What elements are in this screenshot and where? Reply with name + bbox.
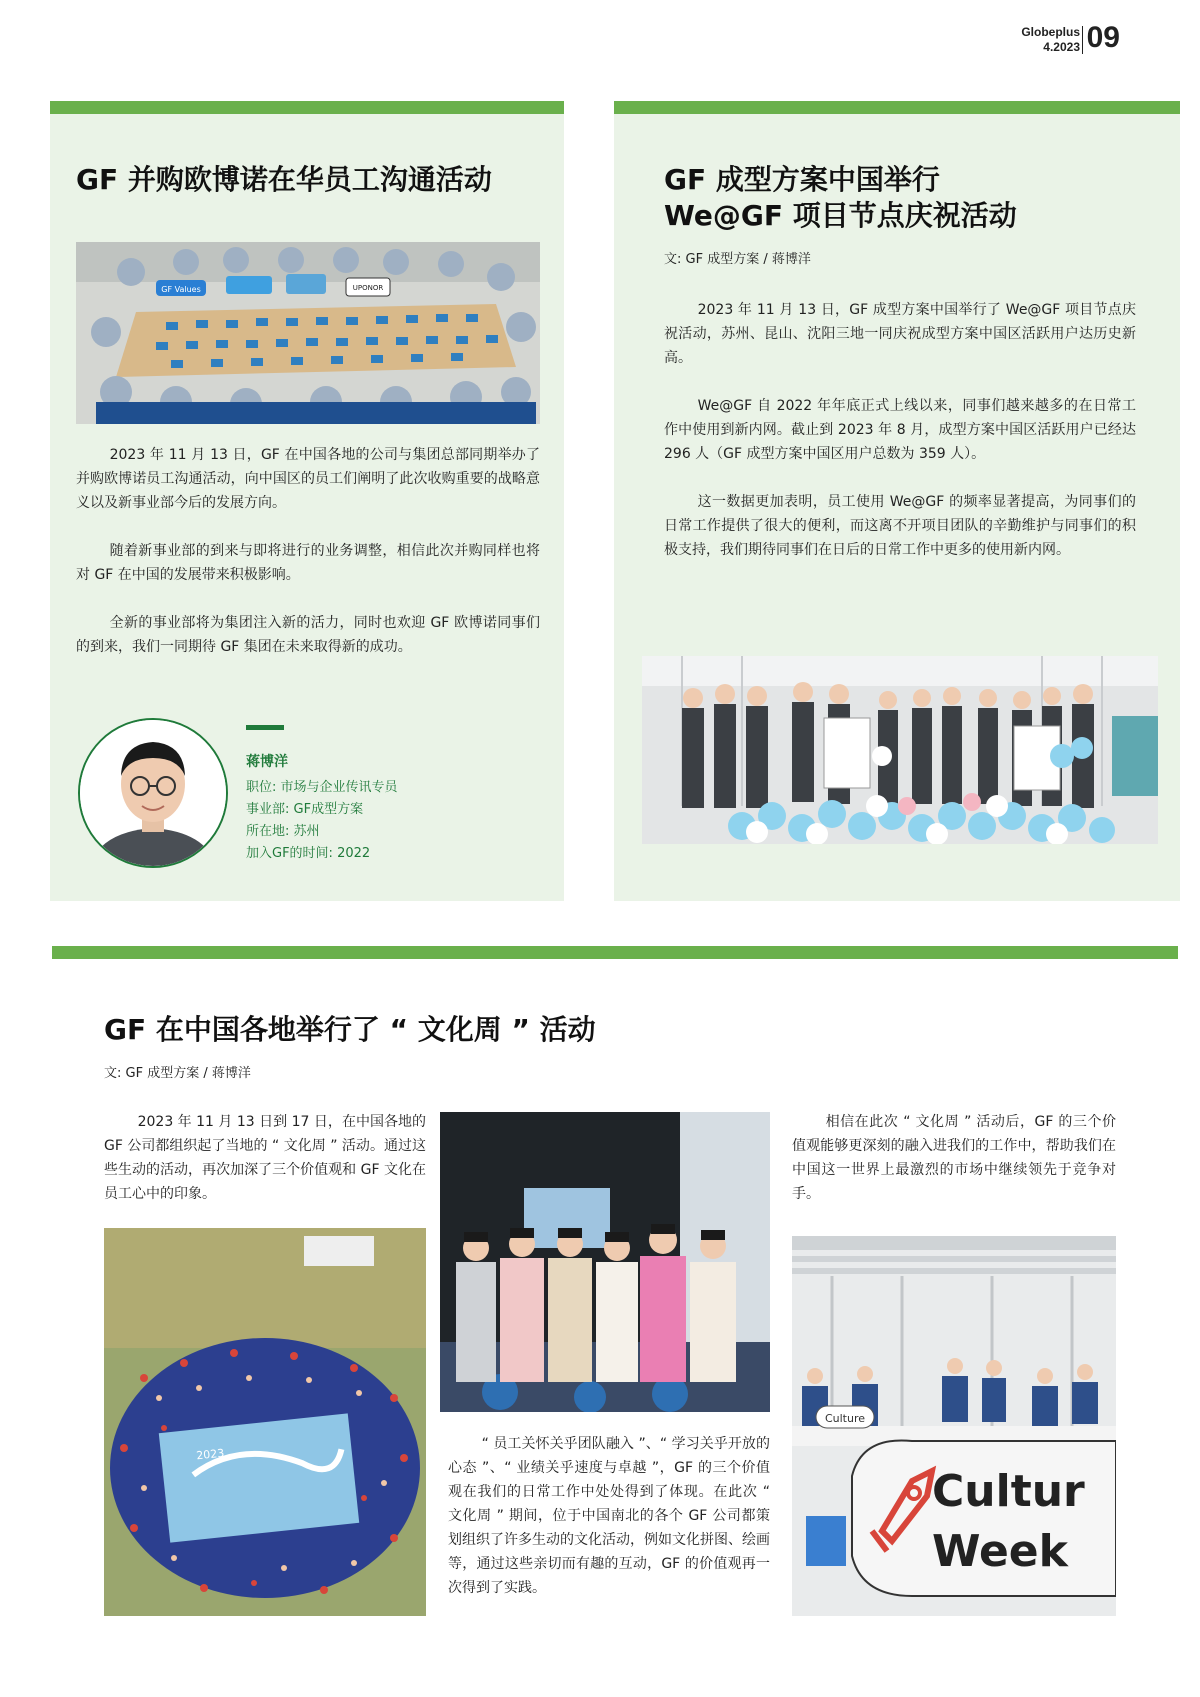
article3-culture-week-photo [792, 1236, 1116, 1616]
culture-sign-line1: Cultur [932, 1466, 1085, 1517]
page-number: 09 [1086, 21, 1120, 54]
magazine-brand [1021, 25, 1080, 55]
profile-accent-line [246, 725, 284, 730]
author-join-year: 加入GF的时间: 2022 [246, 846, 371, 861]
sign-uponor: UPONOR [352, 284, 384, 292]
article3-column-1 [104, 1110, 426, 1206]
magazine-name: Globeplus [1021, 25, 1080, 39]
article1-photo [76, 242, 540, 424]
article2-title-line1: GF 成型方案中国举行 [664, 163, 940, 196]
article3-col1-paragraph: 2023 年 11 月 13 日到 17 日，在中国各地的 GF 公司都组织起了当地的 “ 文化周 ” 活动。通过这些生动的活动，再次加深了三个价值观和 GF 文化在员工心中的印象。 [104, 1114, 426, 1202]
culture-week-photo [792, 1236, 1116, 1616]
article1-top-bar [50, 101, 564, 114]
article2-title [664, 162, 1144, 234]
article1-paragraph-2: 随着新事业部的到来与即将进行的业务调整，相信此次并购同样也将对 GF 在中国的发展带来积极影响。 [76, 543, 540, 583]
article1-paragraph-1: 2023 年 11 月 13 日，GF 在中国各地的公司与集团总部同期举办了并购欧博诺员工沟通活动，向中国区的员工们阐明了此次收购重要的战略意义以及新事业部今后的发展方向。 [76, 447, 540, 511]
sign-gf-values: GF Values [161, 285, 201, 294]
culture-sign-line2: Week [932, 1526, 1068, 1577]
article2-paragraph-3: 这一数据更加表明，员工使用 We@GF 的频率显著提高，为同事们的日常工作提供了很大的便利，而这离不开项目团队的辛勤维护与同事们的积极支持，我们期待同事们在日后的日常工作中更多的使用新内网。 [664, 494, 1136, 558]
aerial-year-text: 2023 [195, 1446, 225, 1463]
author-position: 职位: 市场与企业传讯专员 [246, 780, 398, 795]
header-divider [1082, 26, 1083, 54]
article1-paragraph-3: 全新的事业部将为集团注入新的活力，同时也欢迎 GF 欧博诺同事们的到来，我们一同期待 GF 集团在未来取得新的成功。 [76, 615, 540, 655]
article2-paragraph-1: 2023 年 11 月 13 日，GF 成型方案中国举行了 We@GF 项目节点庆祝活动，苏州、昆山、沈阳三地一同庆祝成型方案中国区活跃用户达历史新高。 [664, 302, 1136, 366]
author-division: 事业部: GF成型方案 [246, 802, 364, 817]
team-table-photo [76, 242, 540, 424]
author-location: 所在地: 苏州 [246, 824, 320, 839]
women-group-photo [440, 1112, 770, 1412]
article2-photo [642, 656, 1158, 844]
author-profile [246, 751, 398, 865]
article3-col3-paragraph: 相信在此次 “ 文化周 ” 活动后，GF 的三个价值观能够更深刻的融入进我们的工作中，帮助我们在中国这一世界上最激烈的市场中继续领先于竞争对手。 [792, 1114, 1116, 1202]
author-name: 蒋博洋 [246, 754, 288, 770]
celebration-photo [642, 656, 1158, 844]
article1-title: GF 并购欧博诺在华员工沟通活动 [76, 163, 492, 196]
article2-byline: 文: GF 成型方案 / 蒋博洋 [664, 252, 811, 267]
article2-body [664, 298, 1136, 562]
article3-top-bar [52, 946, 1178, 959]
article3-column-2 [448, 1432, 770, 1600]
article1-body [76, 443, 540, 659]
culture-small-sign-text: Culture [824, 1412, 866, 1425]
article2-top-bar [614, 101, 1180, 114]
author-avatar [78, 718, 228, 868]
article2-paragraph-2: We@GF 自 2022 年年底正式上线以来，同事们越来越多的在日常工作中使用到新内网。截止到 2023 年 8 月，成型方案中国区活跃用户已经达 296 人（GF 成型方案中国区用户总数为 359 人）。 [664, 398, 1136, 462]
article3-column-3 [792, 1110, 1116, 1206]
article3-aerial-photo [104, 1228, 426, 1616]
article3-group-photo [440, 1112, 770, 1412]
magazine-issue: 4.2023 [1043, 40, 1080, 54]
article3-title: GF 在中国各地举行了 “ 文化周 ” 活动 [104, 1013, 596, 1046]
author-portrait [80, 720, 226, 866]
article3-byline: 文: GF 成型方案 / 蒋博洋 [104, 1066, 251, 1081]
aerial-group-photo [104, 1228, 426, 1616]
article3-col2-paragraph: “ 员工关怀关乎团队融入 ”、“ 学习关乎开放的心态 ”、“ 业绩关乎速度与卓越 ”，GF 的三个价值观在我们的日常工作中处处得到了体现。在此次 “ 文化周 ” 期间，位于中国南北的各个 GF 公司都策划组织了许多生动的文化活动，例如文化拼图、绘画等，通过这些亲切而有趣的互动，GF 的价值观再一次得到了实践。 [448, 1436, 770, 1596]
article2-title-line2: We@GF 项目节点庆祝活动 [664, 199, 1017, 232]
